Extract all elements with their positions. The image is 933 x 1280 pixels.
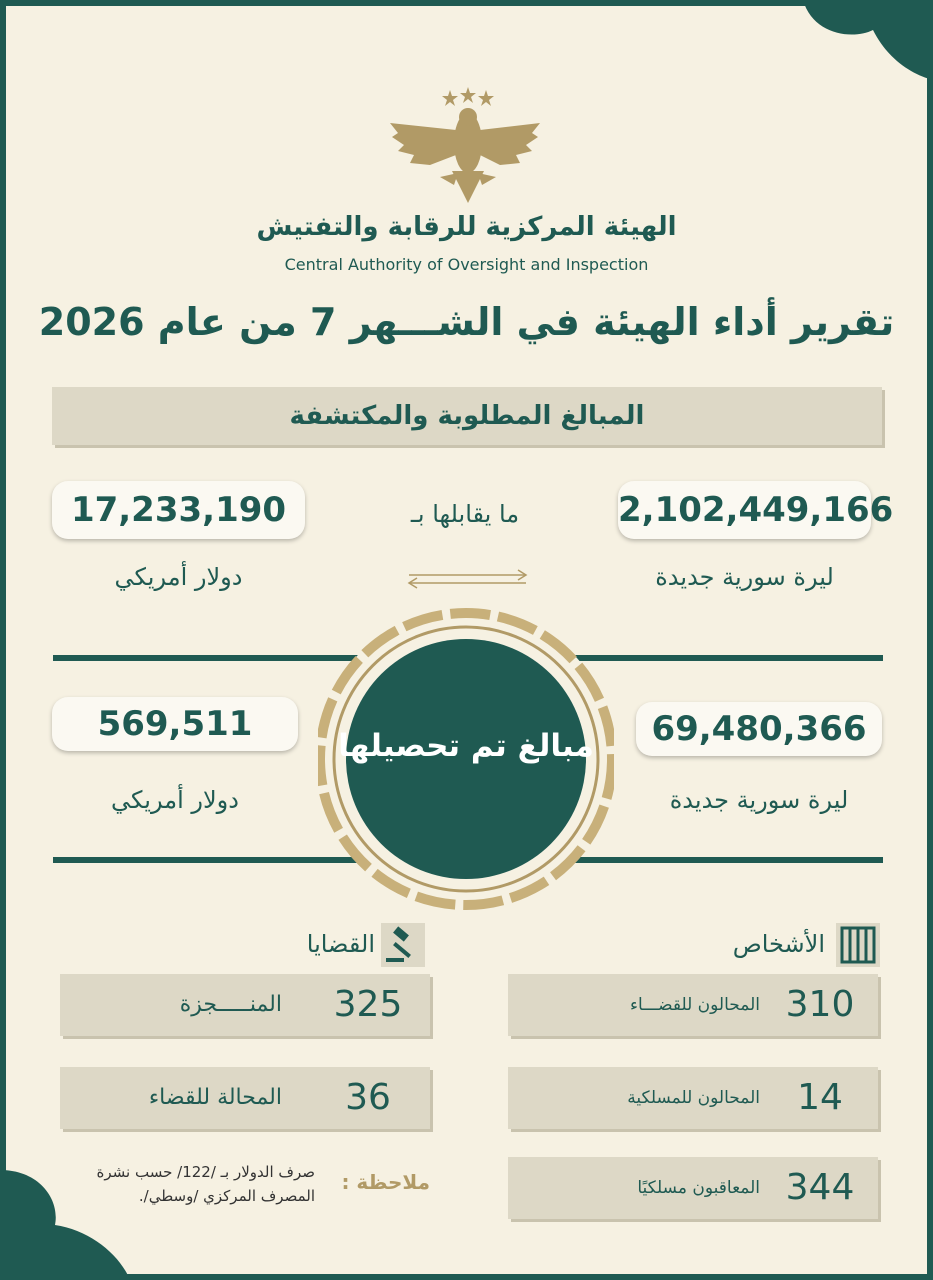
persons-row-disciplined [508,1157,878,1219]
persons-row-value: 14 [797,1077,843,1118]
collected-usd-label: دولار أمريكي [111,786,239,814]
section-title: المبالغ المطلوبة والمكتشفة [289,401,645,431]
cases-row-value: 325 [333,984,403,1025]
required-usd-label: دولار أمريكي [114,563,243,591]
collected-syp-value: 69,480,366 [636,702,882,756]
note-text: صرف الدولار بـ /122/ حسب نشرة المصرف المركزي /وسطي/. [96,1163,315,1205]
required-syp-value: 2,102,449,166 [618,481,871,539]
cases-row-label: المنـــــجزة [179,992,282,1017]
note-label: ملاحظة : [341,1170,430,1194]
required-usd-value: 17,233,190 [52,481,305,539]
eagle-emblem-icon [380,85,550,205]
equivalent-label: ما يقابلها بـ [410,500,520,528]
persons-row-value: 344 [785,1167,855,1208]
cases-row-completed [60,974,430,1036]
collected-title: مبالغ تم تحصيلها [338,728,594,764]
cases-row-referred-judiciary [60,1067,430,1129]
corner-decoration-top-right [793,0,933,110]
persons-row-label: المعاقبون مسلكيًا [637,1178,760,1198]
persons-row-label: المحالون للقضـــاء [630,995,760,1015]
persons-row-referred-judiciary [508,974,878,1036]
persons-row-label: المحالون للمسلكية [627,1088,760,1108]
report-title: تقرير أداء الهيئة في الشـــهر 7 من عام 2026 [38,300,895,344]
persons-row-referred-disciplinary [508,1067,878,1129]
exchange-arrows-icon [405,568,530,590]
gavel-icon [380,922,426,968]
prison-bars-icon [835,922,881,968]
persons-row-value: 310 [785,984,855,1025]
required-syp-label: ليرة سورية جديدة [655,563,834,591]
organization-name-english: Central Authority of Oversight and Inspection [284,255,649,274]
collected-syp-label: ليرة سورية جديدة [669,786,849,814]
cases-row-label: المحالة للقضاء [148,1085,282,1110]
organization-name-arabic: الهيئة المركزية للرقابة والتفتيش [256,212,677,242]
cases-title: القضايا [306,930,375,958]
persons-title: الأشخاص [732,930,825,958]
section-header-bar [52,387,882,445]
cases-row-value: 36 [345,1077,391,1118]
collected-usd-value: 569,511 [52,697,298,751]
